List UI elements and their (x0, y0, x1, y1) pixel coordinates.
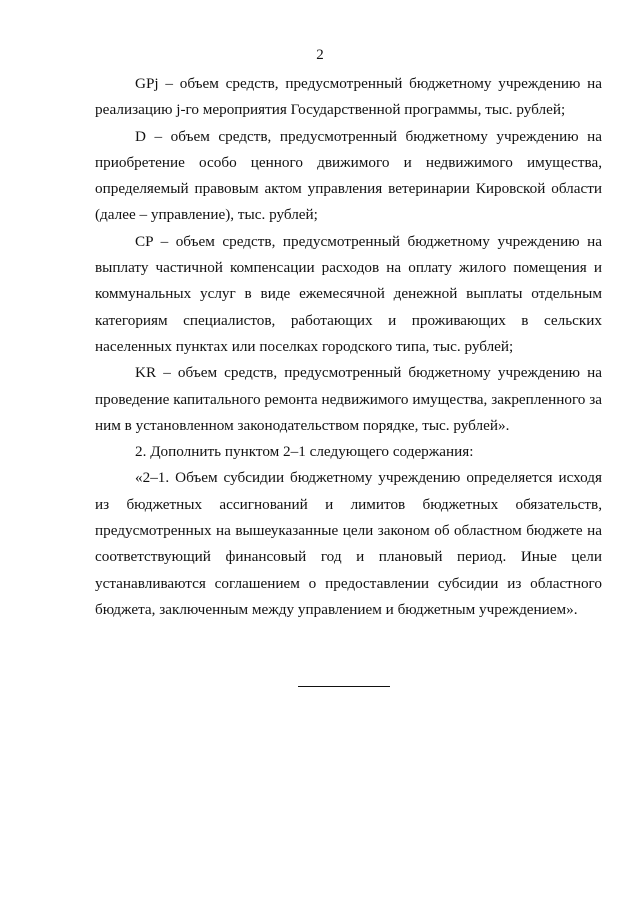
paragraph-amendment-item-2-1: «2–1. Объем субсидии бюджетному учреждению определяется исходя из бюджетных ассигнований и лимитов бюджетных обязательств, предусмотренных на вышеуказанные цели законом об областном бюджете на соответствующий финансовый год и плановый период. Иные цели устанавливаются соглашением о предоставлении субсидии из областного бюджета, заключенным между управлением и бюджетным учреждением». (95, 469, 602, 618)
closing-divider-line (298, 686, 390, 687)
paragraph-cp-definition: CP – объем средств, предусмотренный бюджетному учреждению на выплату частичной компенсации расходов на оплату жилого помещения и коммунальных услуг в виде ежемесячной денежной выплаты отдельным категориям специалистов, работающих и проживающих в сельских населенных пунктах или поселках городского типа, тыс. рублей; (95, 232, 602, 355)
paragraph-d-definition: D – объем средств, предусмотренный бюджетному учреждению на приобретение особо ценного движимого и недвижимого имущества, определяемый правовым актом управления ветеринарии Кировской области (далее – управление), тыс. рублей; (95, 127, 602, 224)
paragraph-gpj-definition: GPj – объем средств, предусмотренный бюджетному учреждению на реализацию j-го мероприятия Государственной программы, тыс. рублей; (95, 75, 602, 119)
paragraph-kr-definition: KR – объем средств, предусмотренный бюджетному учреждению на проведение капитального ремонта недвижимого имущества, закрепленного за ним в установленном законодательством порядке, тыс. рублей». (95, 364, 602, 434)
paragraph-amendment-item-2: 2. Дополнить пунктом 2–1 следующего содержания: (135, 443, 474, 461)
page-number: 2 (316, 47, 324, 63)
document-body (95, 71, 602, 623)
